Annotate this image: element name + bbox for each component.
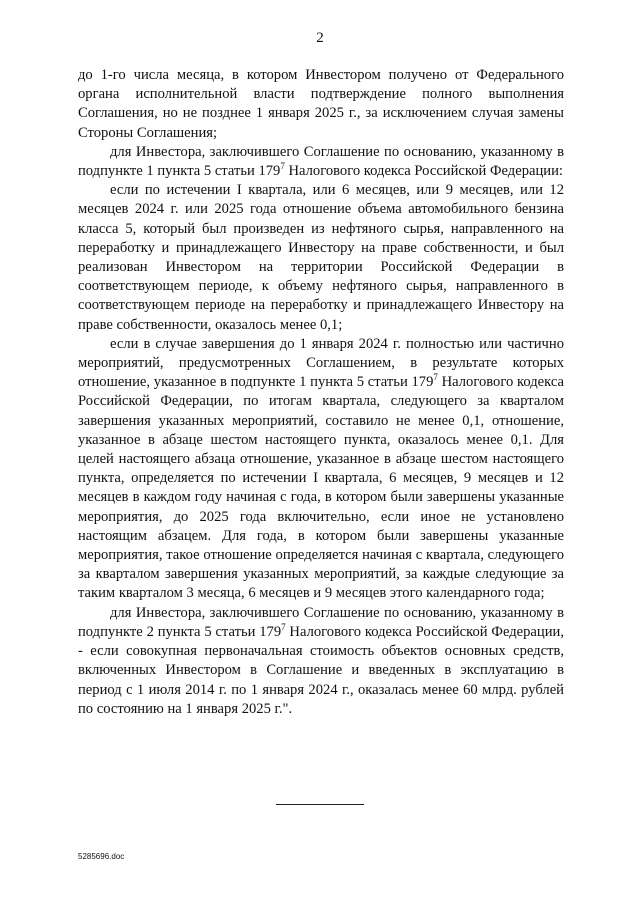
paragraph-4-text: если в случае завершения до 1 января 2024 г. полностью или частично мероприятий, предусмотренных Соглашением, в результате которых отношение, указанное в подпункте 1 пункта 5 статьи 179 — [78, 335, 564, 391]
paragraph-2-text-after: Налогового кодекса Российской Федерации: — [284, 163, 563, 180]
superscript-7: 7 — [281, 621, 286, 632]
document-body — [78, 66, 564, 719]
superscript-7: 7 — [280, 161, 285, 172]
paragraph-3-text: если по истечении I квартала, или 6 месяцев, или 9 месяцев, или 12 месяцев 2024 г. или 2025 года отношение объема автомобильного бензина класса 5, который был произведен из нефтяного сырья, направленного на переработку и принадлежащего Инвестору на праве собственности, и был реализован Инвестором на территории Российской Федерации в соответствующем периоде, к объему нефтяного сырья, направленного в соответствующем периоде на переработку и принадлежащего Инвестору на праве собственности, оказалось менее 0,1; — [78, 182, 564, 333]
page-number: 2 — [316, 30, 324, 46]
paragraph-1 — [78, 66, 564, 143]
end-rule-divider — [276, 804, 364, 805]
paragraph-5-text: для Инвестора, заключившего Соглашение по основанию, указанному в подпункте 2 пункта 5 статьи 179 — [78, 604, 564, 640]
paragraph-5-text-after: Налогового кодекса Российской Федерации, - если совокупная первоначальная стоимость объектов основных средств, включенных Инвестором в Соглашение и введенных в эксплуатацию в период с 1 июля 2014 г. по 1 января 2024 г., оказалась менее 60 млрд. рублей по состоянию на 1 января 2025 г.". — [78, 623, 564, 717]
paragraph-4-text-after: Налогового кодекса Российской Федерации, по итогам квартала, следующего за кварталом завершения указанных мероприятий, составило не менее 0,1, отношение, указанное в абзаце шестом настоящего пункта, оказалось менее 0,1. Для целей настоящего абзаца отношение, указанное в абзаце шестом настоящего пункта, определяется по истечении I квартала, 6 месяцев, 9 месяцев и 12 месяцев в каждом году начиная с года, в котором были завершены указанные мероприятия, до 2025 года включительно, если иное не установлено настоящим абзацем. Для года, в котором были завершены указанные мероприятия, такое отношение определяется начиная с квартала, следующего за кварталом завершения указанных мероприятий, за каждые следующие за таким кварталом 3 месяца, 6 месяцев и 9 месяцев этого календарного года; — [78, 374, 564, 602]
document-file-code: 5285696.doc — [78, 852, 125, 861]
paragraph-1-text: до 1-го числа месяца, в котором Инвестором получено от Федерального органа исполнительной власти подтверждение полного выполнения Соглашения, но не позднее 1 января 2025 г., за исключением случая замены Стороны Соглашения; — [78, 67, 564, 141]
paragraph-2-text: для Инвестора, заключившего Соглашение по основанию, указанному в подпункте 1 пункта 5 статьи 179 — [78, 143, 564, 180]
paragraph-2 — [78, 143, 564, 181]
paragraph-3 — [78, 181, 564, 335]
paragraph-5 — [78, 604, 564, 719]
superscript-7: 7 — [433, 372, 438, 383]
paragraph-4 — [78, 335, 564, 604]
